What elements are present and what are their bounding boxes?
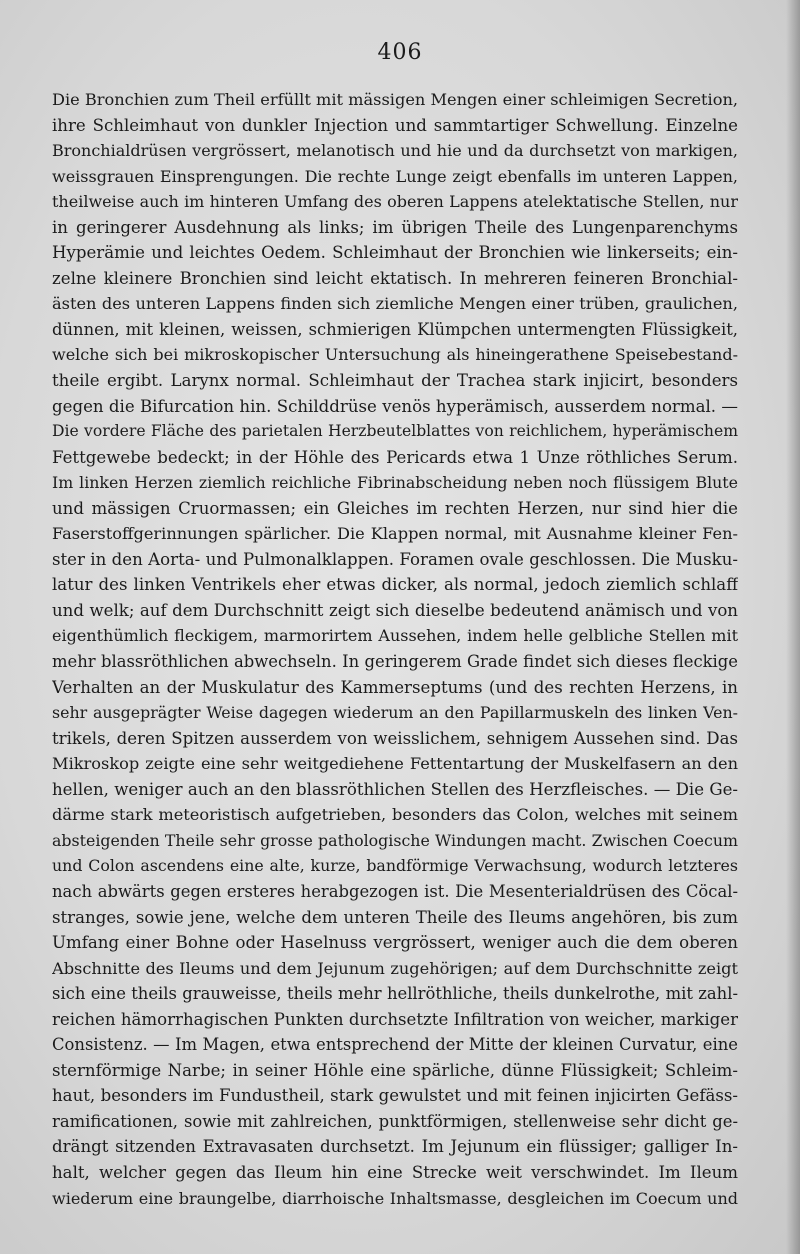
text-line: in geringerer Ausdehnung als links; im übrigen Theile des Lungenparenchyms: [52, 217, 738, 237]
text-line: sternförmige Narbe; in seiner Höhle eine spärliche, dünne Flüssigkeit; Schleim-: [52, 1060, 738, 1080]
text-line: absteigenden Theile sehr grosse pathologische Windungen macht. Zwischen Coecum: [52, 830, 738, 850]
text-line: Abschnitte des Ileums und dem Jejunum zugehörigen; auf dem Durchschnitte zeigt: [52, 958, 738, 978]
text-line: sich eine theils grauweisse, theils mehr hellröthliche, theils dunkelrothe, mit zahl-: [52, 984, 738, 1004]
text-line: drängt sitzenden Extravasaten durchsetzt. Im Jejunum ein flüssiger; galliger In-: [52, 1137, 738, 1157]
text-line: Bronchialdrüsen vergrössert, melanotisch und hie und da durchsetzt von markigen,: [52, 141, 738, 161]
text-line: theilweise auch im hinteren Umfang des oberen Lappens atelektatische Stellen, nur: [52, 192, 738, 212]
text-line: halt, welcher gegen das Ileum hin eine Strecke weit verschwindet. Im Ileum: [52, 1162, 738, 1182]
page-edge-shadow: [786, 0, 800, 1254]
text-line: Umfang einer Bohne oder Haselnuss vergrössert, weniger auch die dem oberen: [52, 933, 738, 953]
text-line: trikels, deren Spitzen ausserdem von weisslichem, sehnigem Aussehen sind. Das: [52, 728, 738, 748]
text-line: mehr blassröthlichen abwechseln. In geringerem Grade findet sich dieses fleckige: [52, 652, 738, 672]
text-line: Consistenz. — Im Magen, etwa entsprechend der Mitte der kleinen Curvatur, eine: [52, 1035, 738, 1055]
text-line: Hyperämie und leichtes Oedem. Schleimhaut der Bronchien wie linkerseits; ein-: [52, 243, 738, 263]
text-line: Die Bronchien zum Theil erfüllt mit mässigen Mengen einer schleimigen Secretion,: [52, 90, 738, 109]
text-line: und welk; auf dem Durchschnitt zeigt sich dieselbe bedeutend anämisch und von: [52, 600, 738, 620]
text-line: Mikroskop zeigte eine sehr weitgediehene Fettentartung der Muskelfasern an den: [52, 754, 738, 774]
text-line: ramificationen, sowie mit zahlreichen, punktförmigen, stellenweise sehr dicht ge-: [52, 1111, 738, 1131]
text-line: latur des linken Ventrikels eher etwas dicker, als normal, jedoch ziemlich schlaff: [52, 575, 738, 595]
text-line: Fettgewebe bedeckt; in der Höhle des Pericards etwa 1 Unze röthliches Serum.: [52, 447, 738, 467]
text-line: eigenthümlich fleckigem, marmorirtem Aussehen, indem helle gelbliche Stellen mit: [52, 626, 738, 646]
text-line: reichen hämorrhagischen Punkten durchsetzte Infiltration von weicher, markiger: [52, 1009, 738, 1029]
text-line: und Colon ascendens eine alte, kurze, bandförmige Verwachsung, wodurch letzteres: [52, 856, 738, 876]
page-number: 406: [377, 40, 423, 65]
text-line: Verhalten an der Muskulatur des Kammerseptums (und des rechten Herzens, in: [52, 677, 738, 697]
text-line: welche sich bei mikroskopischer Untersuchung als hineingerathene Speisebestand-: [52, 345, 738, 365]
body-text: [52, 87, 738, 1211]
text-line: sehr ausgeprägter Weise dagegen wiederum an den Papillarmuskeln des linken Ven-: [52, 703, 738, 723]
text-line: ästen des unteren Lappens finden sich ziemliche Mengen einer trüben, graulichen,: [52, 294, 738, 314]
text-line: Die vordere Fläche des parietalen Herzbeutelblattes von reichlichem, hyperämischem: [52, 422, 738, 441]
text-line: gegen die Bifurcation hin. Schilddrüse venös hyperämisch, ausserdem normal. —: [52, 396, 738, 416]
text-line: hellen, weniger auch an den blassröthlichen Stellen des Herzfleisches. — Die Ge-: [52, 779, 738, 799]
text-line: weissgrauen Einsprengungen. Die rechte Lunge zeigt ebenfalls im unteren Lappen,: [52, 166, 738, 186]
text-line: wiederum eine braungelbe, diarrhoische Inhaltsmasse, desgleichen im Coecum und: [52, 1188, 738, 1208]
text-line: därme stark meteoristisch aufgetrieben, besonders das Colon, welches mit seinem: [52, 805, 738, 825]
text-line: Faserstoffgerinnungen spärlicher. Die Klappen normal, mit Ausnahme kleiner Fen-: [52, 524, 738, 544]
text-line: haut, besonders im Fundustheil, stark gewulstet und mit feinen injicirten Gefäss-: [52, 1086, 738, 1106]
text-line: theile ergibt. Larynx normal. Schleimhaut der Trachea stark injicirt, besonders: [52, 371, 738, 391]
text-line: nach abwärts gegen ersteres herabgezogen ist. Die Mesenterialdrüsen des Cöcal-: [52, 881, 738, 901]
text-line: und mässigen Cruormassen; ein Gleiches im rechten Herzen, nur sind hier die: [52, 498, 738, 518]
text-line: Im linken Herzen ziemlich reichliche Fibrinabscheidung neben noch flüssigem Blute: [52, 473, 738, 493]
text-line: ihre Schleimhaut von dunkler Injection und sammtartiger Schwellung. Einzelne: [52, 115, 738, 135]
text-line: stranges, sowie jene, welche dem unteren Theile des Ileums angehören, bis zum: [52, 907, 738, 927]
text-line: ster in den Aorta- und Pulmonalklappen. Foramen ovale geschlossen. Die Musku-: [52, 549, 738, 569]
text-line: dünnen, mit kleinen, weissen, schmierigen Klümpchen untermengten Flüssigkeit,: [52, 319, 738, 339]
text-line: zelne kleinere Bronchien sind leicht ektatisch. In mehreren feineren Bronchial-: [52, 268, 738, 288]
